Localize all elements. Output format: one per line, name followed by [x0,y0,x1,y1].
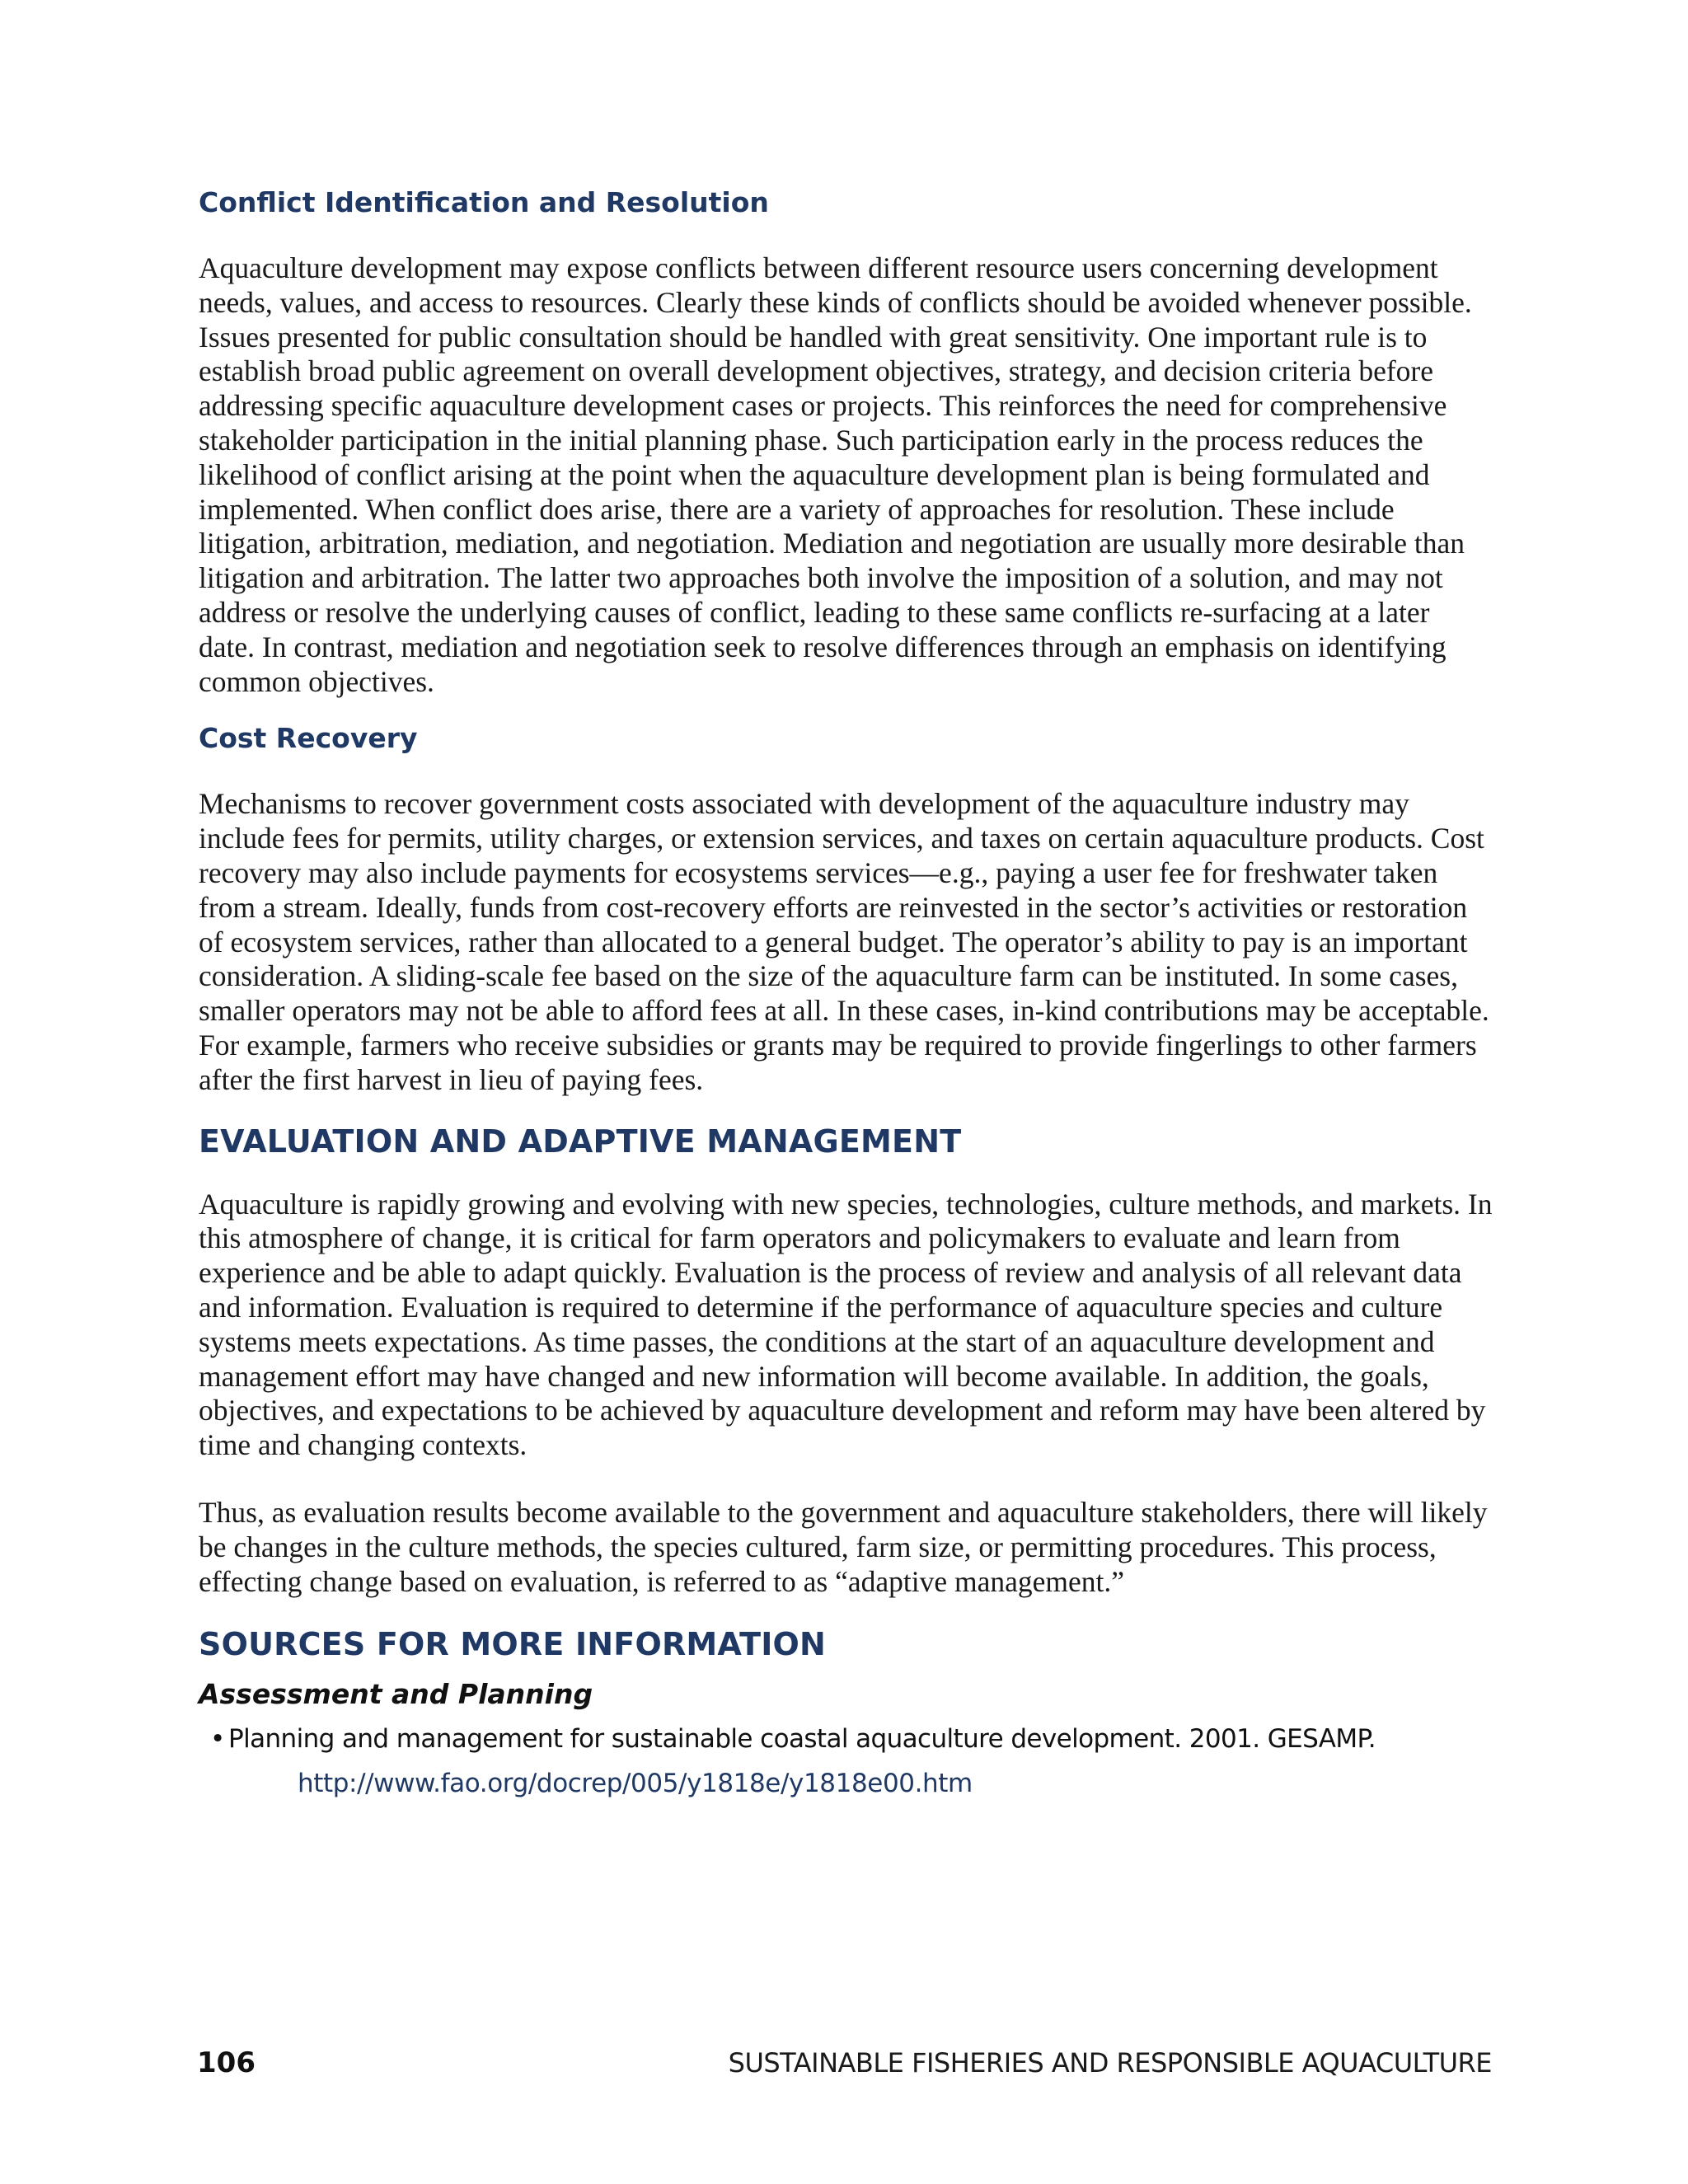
paragraph-cost-recovery: Mechanisms to recover government costs associated with development of the aquaculture industry may include fees for permits, utility charges, or extension services, and taxes on certain aquaculture products. Cost recovery may also include payments for ecosystems services—e.g., paying a user fee for freshwater taken from a stream. Ideally, funds from cost-recovery efforts are reinvested in the sector’s activities or restoration of ecosystem services, rather than allocated to a general budget. The operator’s ability to pay is an important consideration. A sliding-scale fee based on the size of the aquaculture farm can be instituted. In some cases, smaller operators may not be able to afford fees at all. In these cases, in-kind contributions may be acceptable. For example, farmers who receive subsidies or grants may be required to provide fingerlings to other farmers after the first harvest in lieu of paying fees. [199,787,1489,1096]
source-link[interactable]: http://www.fao.org/docrep/005/y1818e/y1818e00.htm [298,1769,973,1799]
page-number: 106 [197,2046,256,2079]
section-heading-conflict: Conflict Identification and Resolution [199,186,769,218]
paragraph-evaluation-1: Aquaculture is rapidly growing and evolving with new species, technologies, culture methods, and markets. In this atmosphere of change, it is critical for farm operators and policymakers to evaluate and learn from experience and be able to adapt quickly. Evaluation is the process of review and analysis of all relevant data and information. Evaluation is required to determine if the performance of aquaculture species and culture systems meets expectations. As time passes, the conditions at the start of an aquaculture development and management effort may have changed and new information will become available. In addition, the goals, objectives, and expectations to be achieved by aquaculture development and reform may have been altered by time and changing contexts. [199,1187,1493,1462]
subheading-assessment-planning: Assessment and Planning [199,1678,593,1711]
section-heading-evaluation: EVALUATION AND ADAPTIVE MANAGEMENT [199,1122,962,1160]
paragraph-conflict: Aquaculture development may expose conflicts between different resource users concerning development needs, values, and access to resources. Clearly these kinds of conflicts should be avoided whenever possible. Issues presented for public consultation should be handled with great sensitivity. One important rule is to establish broad public agreement on overall development objectives, strategy, and decision criteria before addressing specific aquaculture development cases or projects. This reinforces the need for comprehensive stakeholder participation in the initial planning phase. Such participation early in the process reduces the likelihood of conflict arising at the point when the aquaculture development plan is being formulated and implemented. When conflict does arise, there are a variety of approaches for resolution. These include litigation, arbitration, mediation, and negotiation. Mediation and negotiation are usually more desirable than litigation and arbitration. The latter two approaches both involve the imposition of a solution, and may not address or resolve the underlying causes of conflict, leading to these same conflicts re-surfacing at a later date. In contrast, mediation and negotiation seek to resolve differences through an emphasis on identifying common objectives. [199,251,1472,698]
page-content [199,186,1493,1800]
paragraph-evaluation-2: Thus, as evaluation results become available to the government and aquaculture stakeholders, there will likely be changes in the culture methods, the species cultured, farm size, or permitting procedures. This process, effecting change based on evaluation, is referred to as “adaptive management.” [199,1495,1488,1598]
bullet-icon: • [210,1724,225,1755]
source-list-item [199,1722,1493,1755]
source-item-text: Planning and management for sustainable coastal aquaculture development. 2001. GESAMP. [228,1724,1376,1755]
section-heading-sources: SOURCES FOR MORE INFORMATION [199,1626,827,1663]
section-heading-cost-recovery: Cost Recovery [199,722,418,755]
footer-title: SUSTAINABLE FISHERIES AND RESPONSIBLE AQUACULTURE [728,2047,1492,2079]
